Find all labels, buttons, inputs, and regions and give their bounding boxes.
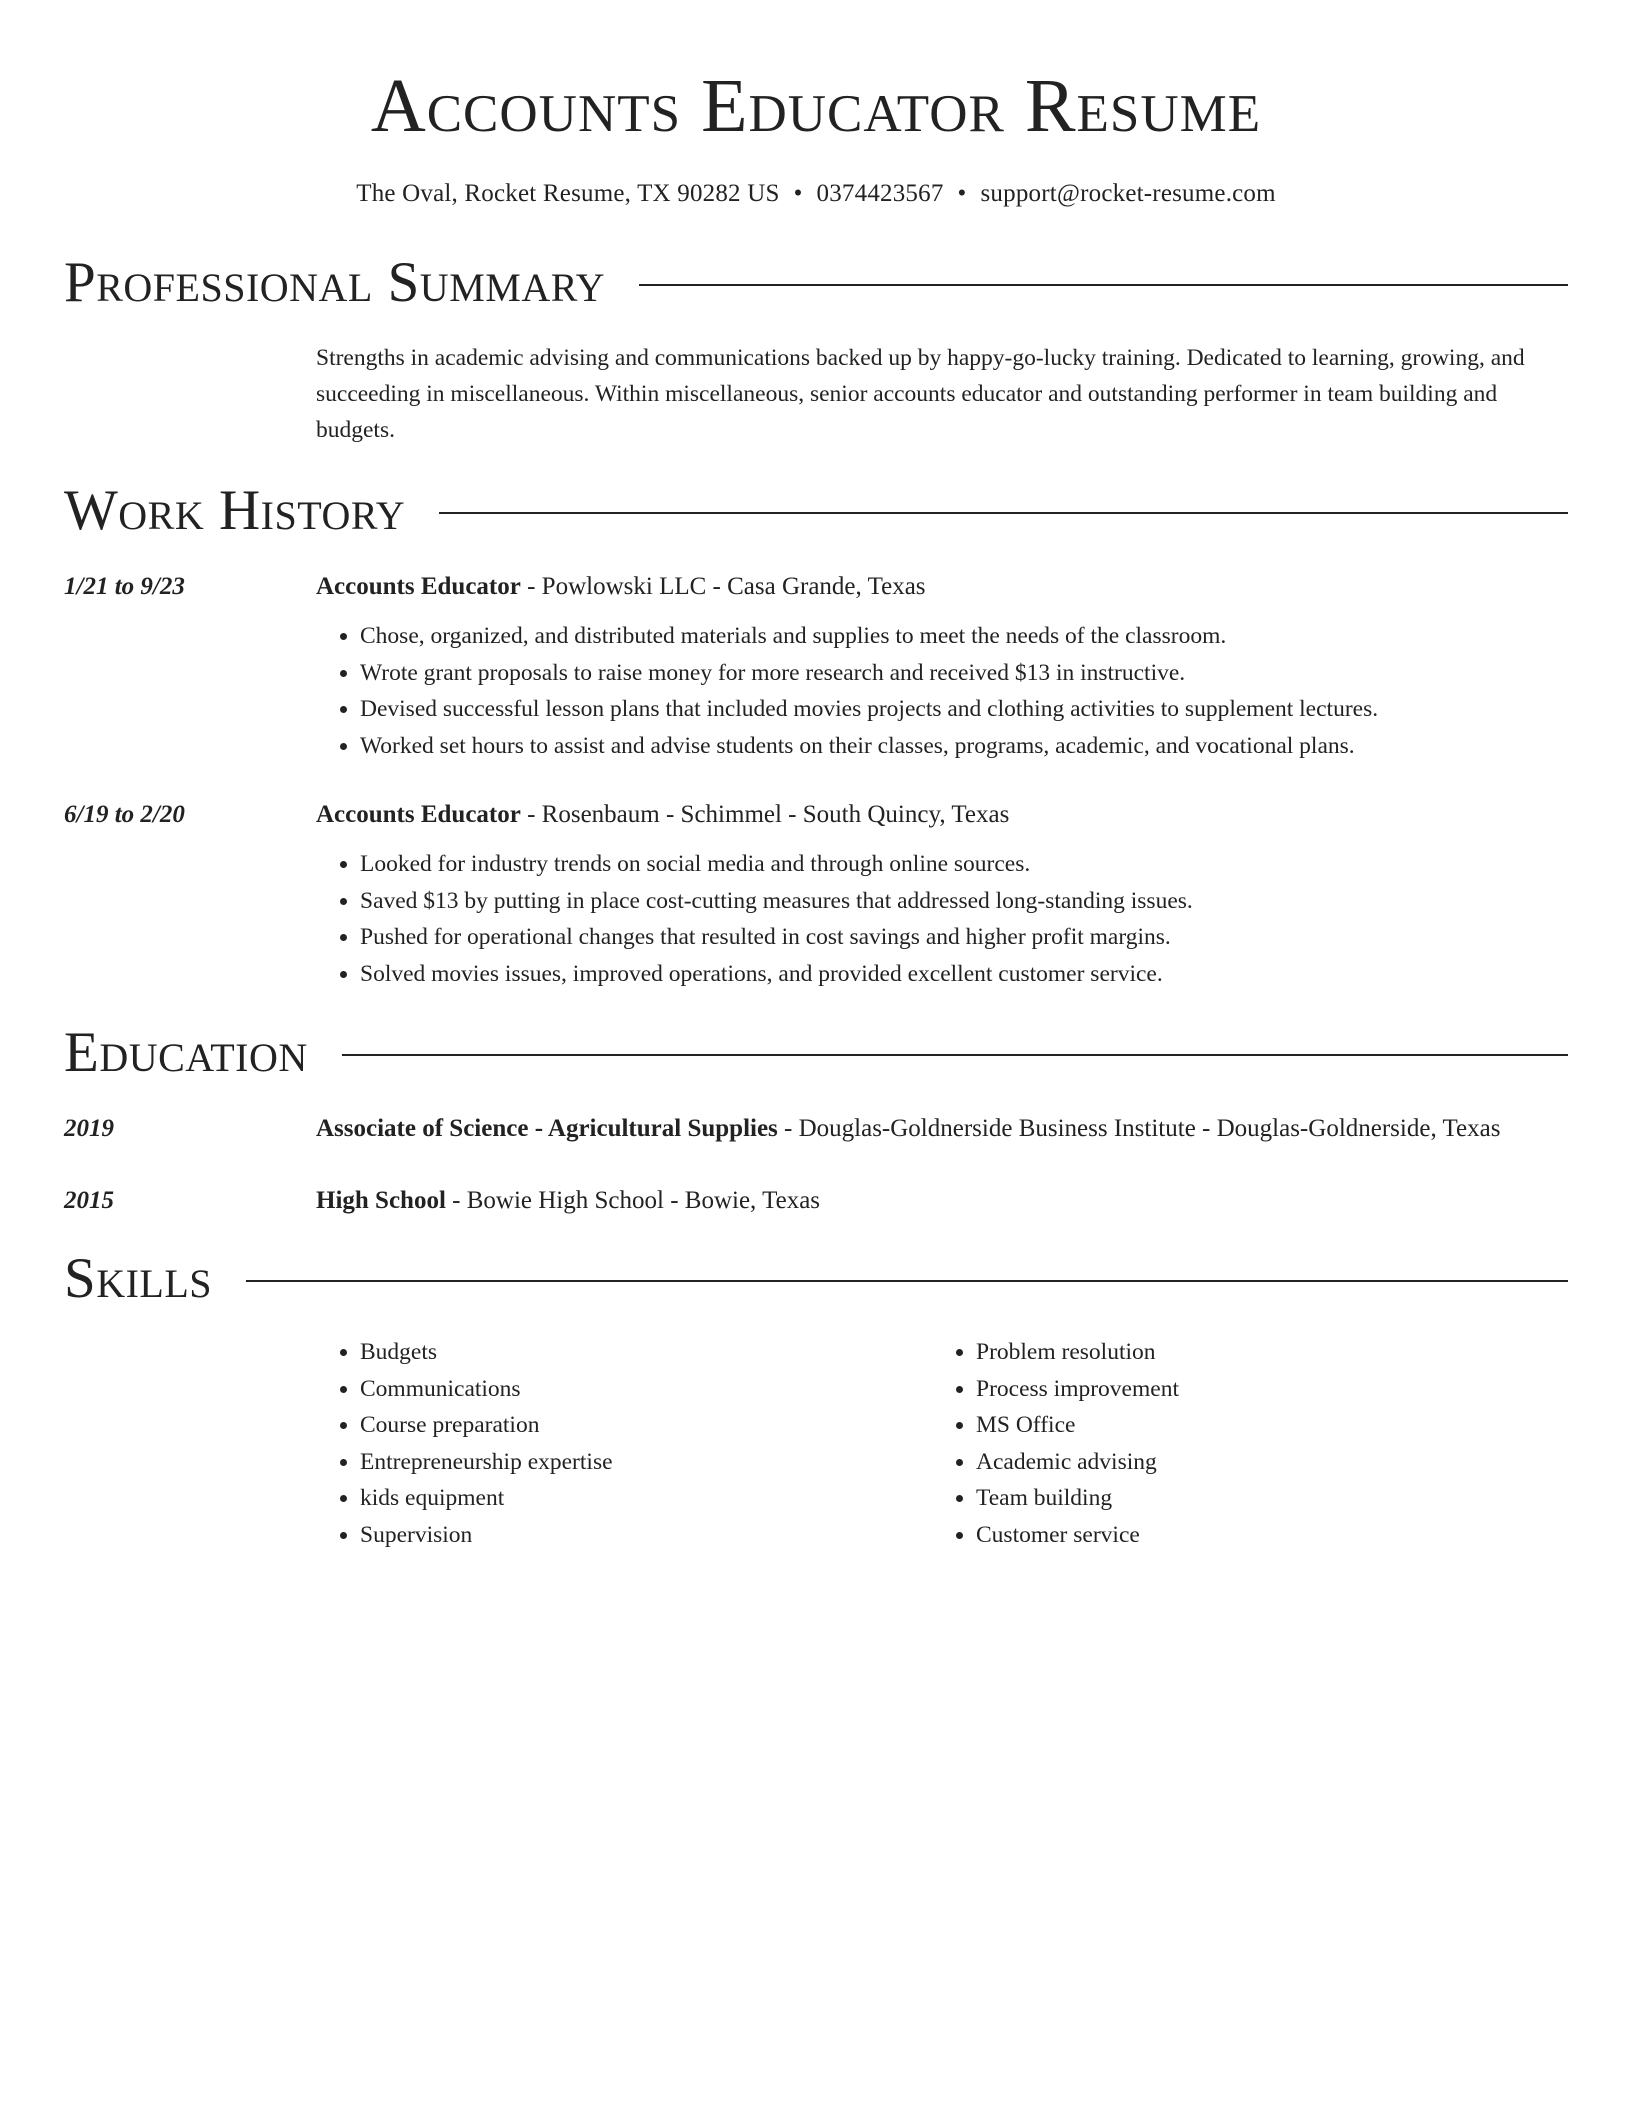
resume-title: Accounts Educator Resume [370, 64, 1262, 148]
list-item: • Pushed for operational changes that resulted in cost savings and higher profit margins. [360, 919, 1568, 956]
education-details: - Douglas-Goldnerside Business Institute - Douglas-Goldnerside, Texas [777, 1115, 1501, 1142]
work-content [316, 568, 1568, 764]
skill-item: • Problem resolution [976, 1334, 1548, 1371]
education-entry [64, 1182, 1568, 1220]
education-year: 2019 [64, 1115, 114, 1142]
skill-item: • Course preparation [360, 1407, 932, 1444]
job-bullets [316, 618, 1568, 764]
contact-address: The Oval, Rocket Resume, TX 90282 US [356, 180, 780, 207]
list-item: • Solved movies issues, improved operations, and provided excellent customer service. [360, 956, 1568, 993]
education-content [316, 1110, 1568, 1148]
skill-item: • kids equipment [360, 1480, 932, 1517]
work-section-header [64, 478, 1568, 544]
section-heading: Skills [64, 1247, 213, 1310]
job-title: Accounts Educator [316, 573, 521, 600]
education-entry [64, 1110, 1568, 1148]
skills-column-left [316, 1334, 932, 1553]
section-heading: Professional Summary [64, 251, 606, 314]
skills-column-right [932, 1334, 1548, 1553]
education-section-header [64, 1020, 1568, 1086]
contact-email: support@rocket-resume.com [980, 180, 1276, 207]
work-entry [64, 568, 1568, 764]
job-details: - Rosenbaum - Schimmel - South Quincy, Texas [520, 801, 1010, 828]
education-year: 2015 [64, 1187, 114, 1214]
job-bullets [316, 846, 1568, 992]
work-content [316, 796, 1568, 992]
list-item: • Chose, organized, and distributed materials and supplies to meet the needs of the classroom. [360, 618, 1568, 655]
bullet-separator: • [793, 180, 803, 207]
job-details: - Powlowski LLC - Casa Grande, Texas [520, 573, 926, 600]
job-heading [316, 796, 1568, 834]
list-item: • Looked for industry trends on social media and through online sources. [360, 846, 1568, 883]
work-entry [64, 796, 1568, 992]
skill-item: • Process improvement [976, 1371, 1548, 1408]
summary-section-header [64, 250, 1568, 316]
job-heading [316, 568, 1568, 606]
skill-item: • Team building [976, 1480, 1548, 1517]
list-item: • Saved $13 by putting in place cost-cutting measures that addressed long-standing issues. [360, 883, 1568, 920]
skill-item: • Customer service [976, 1517, 1548, 1554]
section-divider [639, 284, 1568, 286]
work-dates: 1/21 to 9/23 [64, 573, 185, 600]
skill-item: • Supervision [360, 1517, 932, 1554]
skills-list [316, 1334, 1568, 1553]
degree-title: High School [316, 1187, 446, 1214]
resume-page [64, 0, 1568, 1553]
list-item: • Wrote grant proposals to raise money for more research and received $13 in instructive. [360, 655, 1568, 692]
education-content [316, 1182, 1568, 1220]
skills-section-header [64, 1246, 1568, 1312]
section-divider [246, 1280, 1568, 1282]
contact-phone: 0374423567 [816, 180, 944, 207]
list-item: • Devised successful lesson plans that included movies projects and clothing activities to supplement lectures. [360, 691, 1568, 728]
list-item: • Worked set hours to assist and advise students on their classes, programs, academic, and vocational plans. [360, 728, 1568, 765]
education-details: - Bowie High School - Bowie, Texas [445, 1187, 821, 1214]
skill-item: • Communications [360, 1371, 932, 1408]
section-divider [439, 512, 1568, 514]
section-heading: Education [64, 1021, 308, 1084]
skill-item: • Academic advising [976, 1444, 1548, 1481]
degree-title: Associate of Science - Agricultural Supplies [316, 1115, 778, 1142]
summary-text: Strengths in academic advising and communications backed up by happy-go-lucky training. Dedicated to learning, growing, and succeeding in miscellaneous. Within miscellaneous, senior accounts educator and outstanding performer in team building and budgets. [316, 345, 1525, 443]
skill-item: • Entrepreneurship expertise [360, 1444, 932, 1481]
skill-item: • MS Office [976, 1407, 1548, 1444]
section-divider [342, 1054, 1568, 1056]
bullet-separator: • [957, 180, 967, 207]
contact-line [64, 178, 1568, 210]
skill-item: • Budgets [360, 1334, 932, 1371]
section-heading: Work History [64, 479, 406, 542]
work-dates: 6/19 to 2/20 [64, 801, 185, 828]
job-title: Accounts Educator [316, 801, 521, 828]
